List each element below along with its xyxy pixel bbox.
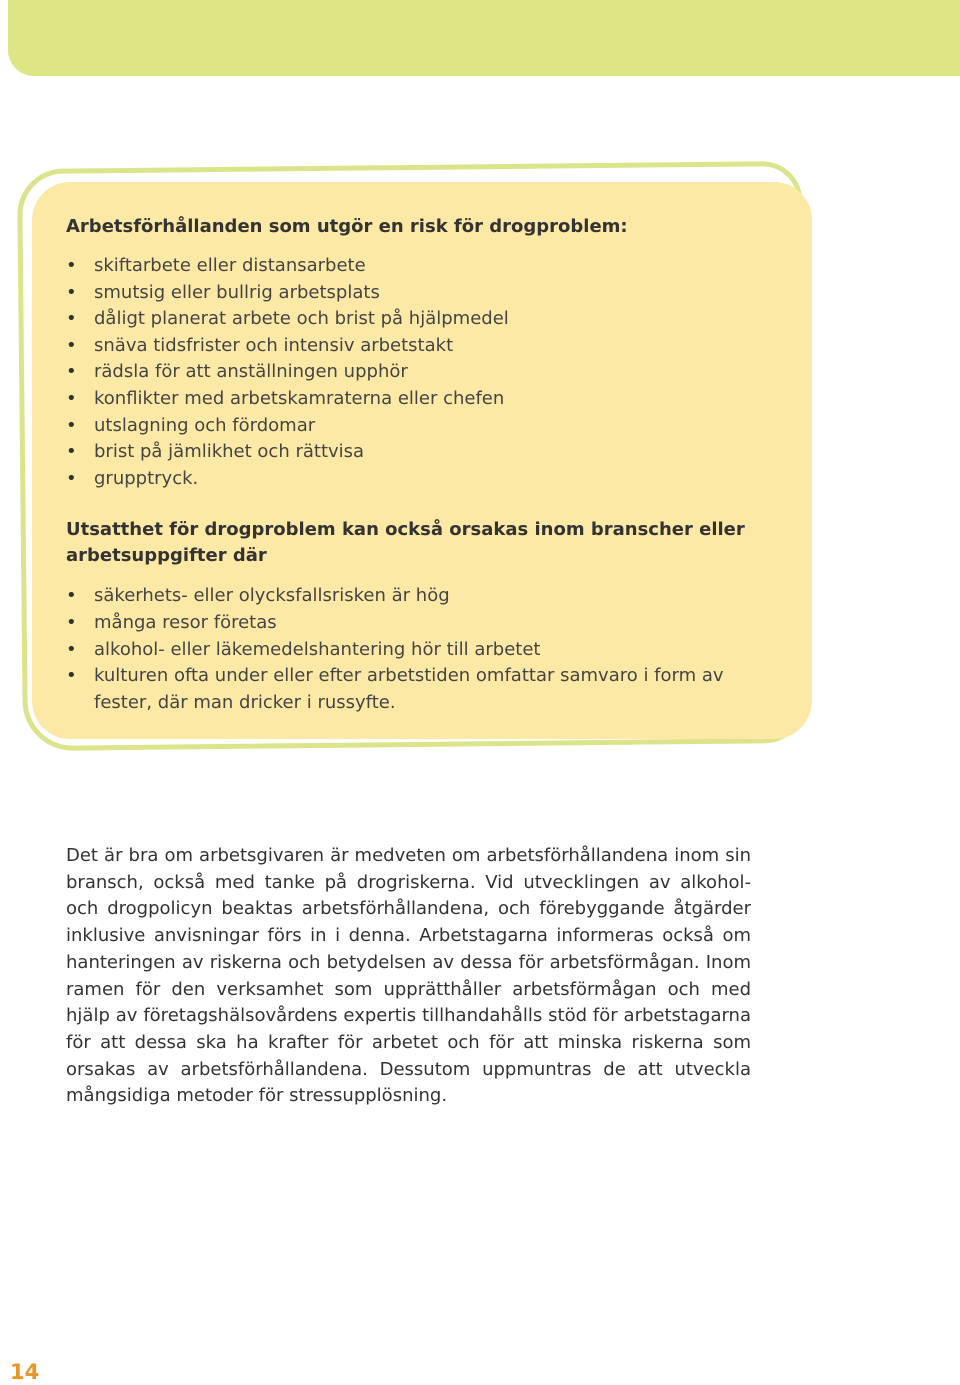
list-item: • säkerhets- eller olycksfallsrisken är hög <box>66 583 786 610</box>
list-item: • rädsla för att anställningen upphör <box>66 359 786 386</box>
info-box-content <box>66 214 786 716</box>
list-item: • grupptryck. <box>66 466 786 493</box>
list-item: • utslagning och fördomar <box>66 413 786 440</box>
list-item: • snäva tidsfrister och intensiv arbetstakt <box>66 333 786 360</box>
list-item: • dåligt planerat arbete och brist på hjälpmedel <box>66 306 786 333</box>
page-number: 14 <box>10 1360 40 1384</box>
list-item: • smutsig eller bullrig arbetsplats <box>66 280 786 307</box>
industry-risk-list <box>66 583 786 716</box>
top-decorative-band <box>8 0 960 76</box>
list-item: • kulturen ofta under eller efter arbetstiden omfattar samvaro i form av fester, där man dricker i russyfte. <box>66 663 786 716</box>
list-item: • brist på jämlikhet och rättvisa <box>66 439 786 466</box>
risk-conditions-heading: Arbetsförhållanden som utgör en risk för drogproblem: <box>66 216 628 237</box>
industry-risk-heading: Utsatthet för drogproblem kan också orsakas inom branscher eller arbetsuppgifter där <box>66 519 745 567</box>
body-paragraph: Det är bra om arbetsgivaren är medveten om arbetsförhållandena inom sin bransch, också med tanke på drogriskerna. Vid utvecklingen av alkohol- och drogpolicyn beaktas arbetsförhållandena, och förebyggande åtgärder inklusive anvisningar förs in i denna. Arbetstagarna informeras också om hanteringen av riskerna och betydelsen av dessa för arbetsförmågan. Inom ramen för den verksamhet som upprätthåller arbetsförmågan och med hjälp av företagshälsovårdens expertis tillhandahålls stöd för arbetstagarna för att dessa ska ha krafter för arbetet och för att minska riskerna som orsakas av arbetsförhållandena. Dessutom uppmuntras de att utveckla mångsidiga metoder för stressupplösning. <box>66 845 751 1107</box>
list-item: • många resor företas <box>66 610 786 637</box>
list-item: • alkohol- eller läkemedelshantering hör till arbetet <box>66 637 786 664</box>
list-item: • konflikter med arbetskamraterna eller chefen <box>66 386 786 413</box>
list-item: • skiftarbete eller distansarbete <box>66 253 786 280</box>
risk-conditions-list <box>66 253 786 492</box>
